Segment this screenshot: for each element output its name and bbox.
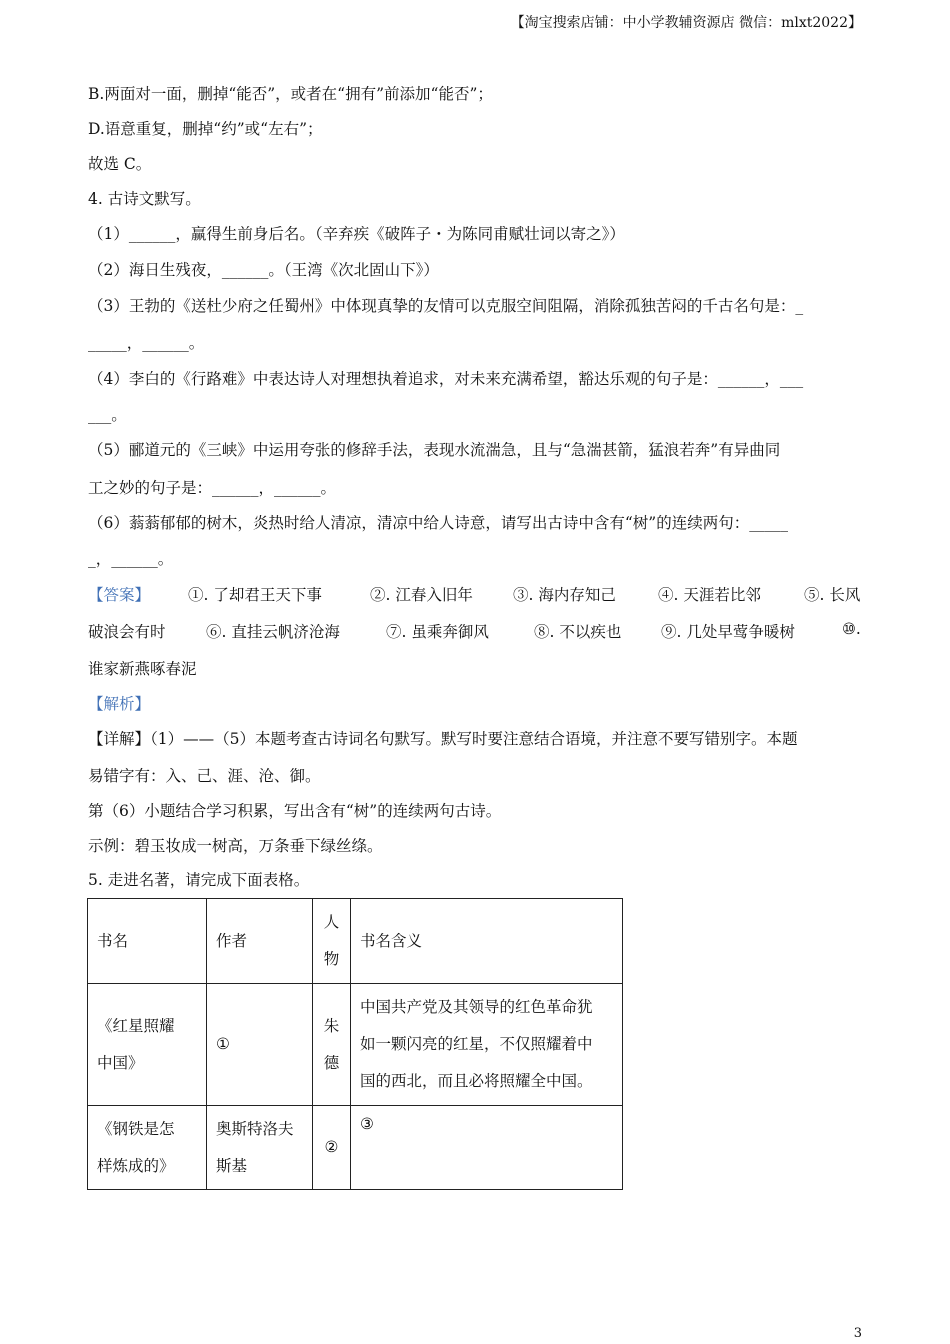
header-author: 作者 <box>207 899 313 984</box>
answer-item: ⑦. 虽乘奔御风 <box>386 623 489 641</box>
answers-row-3: 谁家新燕啄春泥 <box>88 660 197 678</box>
table-header-row <box>88 899 623 984</box>
books-table <box>87 898 623 1190</box>
answer-item: ⑨. 几处早莺争暖树 <box>661 623 795 641</box>
detail-line-3: 第（6）小题结合学习积累，写出含有“树”的连续两句古诗。 <box>88 802 502 820</box>
answer-item: ③. 海内存知己 <box>513 586 616 604</box>
answer-item: ⑩. <box>842 620 861 638</box>
page-number: 3 <box>853 1326 862 1341</box>
header-meaning: 书名含义 <box>351 899 623 984</box>
cell-person: ② <box>313 1106 351 1190</box>
q4-item-4-line-2: ___。 <box>88 406 127 424</box>
q4-item-5-line-2: 工之妙的句子是：______，______。 <box>88 479 337 497</box>
q4-item-3-line-2: _____，______。 <box>88 334 205 352</box>
q4-item-4-line-1: （4）李白的《行路难》中表达诗人对理想执着追求，对未来充满希望，豁达乐观的句子是：______，___ <box>88 370 804 388</box>
answer-item: ①. 了却君王天下事 <box>188 586 322 604</box>
example-line: 示例：碧玉妆成一树高，万条垂下绿丝绦。 <box>88 837 383 855</box>
option-b-line: B.两面对一面，删掉“能否”，或者在“拥有”前添加“能否”； <box>88 85 493 103</box>
detail-line-1: 【详解】（1）——（5）本题考查古诗词名句默写。默写时要注意结合语境，并注意不要写错别字。本题 <box>88 730 798 748</box>
answers-row-2 <box>88 620 864 642</box>
answer-item: ⑧. 不以疾也 <box>534 623 622 641</box>
answer-label: 【答案】 <box>88 586 151 604</box>
answer-item: 破浪会有时 <box>88 623 166 641</box>
option-d-line: D.语意重复，删掉“约”或“左右”； <box>88 120 323 138</box>
q4-item-6-line-2: _，______。 <box>88 550 174 568</box>
cell-meaning: ③ <box>351 1106 623 1190</box>
q4-item-5-line-1: （5）郦道元的《三峡》中运用夸张的修辞手法，表现水流湍急，且与“急湍甚箭，猛浪若奔”有异曲同 <box>88 441 781 459</box>
q4-item-2: （2）海日生残夜，______。（王湾《次北固山下》） <box>88 261 439 279</box>
answers-row-1 <box>88 583 864 605</box>
header-person: 人 物 <box>313 899 351 984</box>
q4-item-1: （1）______，赢得生前身后名。（辛弃疾《破阵子・为陈同甫赋壮词以寄之》） <box>88 225 625 243</box>
header-book: 书名 <box>88 899 207 984</box>
table-row <box>88 984 623 1106</box>
question-5-title: 5. 走进名著，请完成下面表格。 <box>88 871 310 889</box>
cell-meaning: 中国共产党及其领导的红色革命犹 如一颗闪亮的红星，不仅照耀着中 国的西北，而且必将照耀全中国。 <box>351 984 623 1106</box>
question-4-title: 4. 古诗文默写。 <box>88 190 201 208</box>
answer-item: ⑤. 长风 <box>804 586 861 604</box>
answer-item: ④. 天涯若比邻 <box>658 586 761 604</box>
cell-person: 朱 德 <box>313 984 351 1106</box>
cell-author: ① <box>207 984 313 1106</box>
cell-book: 《红星照耀 中国》 <box>88 984 207 1106</box>
q4-item-6-line-1: （6）蓊蓊郁郁的树木，炎热时给人清凉，清凉中给人诗意，请写出古诗中含有“树”的连续两句：_____ <box>88 514 788 532</box>
choose-line: 故选 C。 <box>88 155 152 173</box>
cell-author: 奥斯特洛夫 斯基 <box>207 1106 313 1190</box>
table-row <box>88 1106 623 1190</box>
analysis-label: 【解析】 <box>88 695 151 713</box>
detail-line-2: 易错字有：入、己、涯、沧、御。 <box>88 767 321 785</box>
cell-book: 《钢铁是怎 样炼成的》 <box>88 1106 207 1190</box>
q4-item-3-line-1: （3）王勃的《送杜少府之任蜀州》中体现真挚的友情可以克服空间阻隔，消除孤独苦闷的千古名句是：_ <box>88 297 804 315</box>
answer-item: ⑥. 直挂云帆济沧海 <box>206 623 340 641</box>
page-header: 【淘宝搜索店铺：中小学教辅资源店 微信：mlxt2022】 <box>510 15 862 31</box>
answer-item: ②. 江春入旧年 <box>370 586 473 604</box>
